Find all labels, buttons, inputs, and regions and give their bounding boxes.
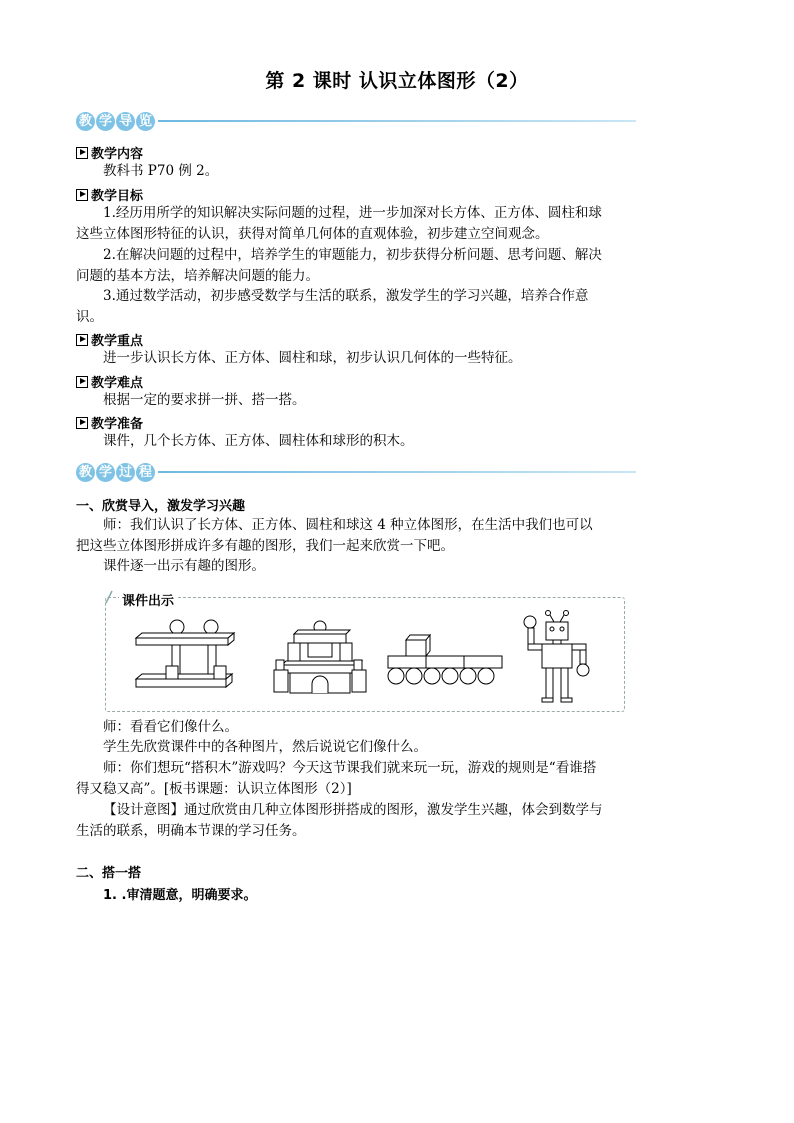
goal-2: 2.在解决问题的过程中，培养学生的审题能力，初步获得分析问题、思考问题、解决问题的基本方法，培养解决问题的能力。 xyxy=(76,247,602,284)
section-banner-guide xyxy=(76,110,156,132)
heading-text: 教学难点 xyxy=(91,376,144,391)
banner-char: 教 xyxy=(76,112,95,131)
section-2-heading: 二、搭一搭 xyxy=(76,866,142,881)
content-text: 教科书 P70 例 2。 xyxy=(103,163,219,179)
figure-label: 课件出示 xyxy=(119,590,177,609)
banner-rule xyxy=(158,120,636,122)
play-box-icon xyxy=(76,189,88,201)
heading-preparation xyxy=(76,413,143,432)
banner-char: 学 xyxy=(96,112,115,131)
heading-goals xyxy=(76,185,143,204)
heading-content xyxy=(76,143,143,162)
page-title: 第 2 课时 认识立体图形（2） xyxy=(265,70,529,92)
banner-char: 学 xyxy=(96,463,115,482)
section-1-paragraph-4: 学生先欣赏课件中的各种图片，然后说说它们像什么。 xyxy=(103,739,427,755)
section-1-paragraph-5: 师：你们想玩“搭积木”游戏吗？今天这节课我们就来玩一玩，游戏的规则是“看谁搭得又稳又高”。[板书课题：认识立体图形（2）] xyxy=(76,760,597,797)
banner-char: 教 xyxy=(76,463,95,482)
block-figure-train xyxy=(386,630,506,686)
heading-key-points xyxy=(76,330,143,349)
play-box-icon xyxy=(76,376,88,388)
key-text: 进一步认识长方体、正方体、圆柱和球，初步认识几何体的一些特征。 xyxy=(103,350,522,366)
pencil-mark-icon xyxy=(104,590,114,604)
section-1-heading: 一、欣赏导入，激发学习兴趣 xyxy=(76,499,246,514)
heading-text: 教学准备 xyxy=(91,417,144,432)
heading-text: 教学重点 xyxy=(91,334,144,349)
banner-char: 览 xyxy=(136,112,155,131)
section-1-paragraph-2: 课件逐一出示有趣的图形。 xyxy=(103,558,265,574)
block-figure-bridge xyxy=(130,618,242,694)
goal-3: 3.通过数学活动，初步感受数学与生活的联系，激发学生的学习兴趣，培养合作意识。 xyxy=(76,288,589,325)
difficulty-text: 根据一定的要求拼一拼、搭一搭。 xyxy=(103,392,306,408)
heading-text: 教学内容 xyxy=(91,147,144,162)
block-figure-castle xyxy=(268,618,370,696)
section-1-paragraph-3: 师：看看它们像什么。 xyxy=(103,719,238,735)
play-box-icon xyxy=(76,334,88,346)
heading-difficulty xyxy=(76,372,143,391)
banner-char: 导 xyxy=(116,112,135,131)
play-box-icon xyxy=(76,417,88,429)
play-box-icon xyxy=(76,147,88,159)
section-banner-process xyxy=(76,461,156,483)
design-intent: 【设计意图】通过欣赏由几种立体图形拼搭成的图形，激发学生兴趣，体会到数学与生活的联系，明确本节课的学习任务。 xyxy=(76,802,603,839)
goal-1: 1.经历用所学的知识解决实际问题的过程，进一步加深对长方体、正方体、圆柱和球这些立体图形特征的认识，获得对简单几何体的直观体验，初步建立空间观念。 xyxy=(76,205,602,242)
banner-char: 程 xyxy=(136,463,155,482)
prep-text: 课件，几个长方体、正方体、圆柱体和球形的积木。 xyxy=(103,433,414,449)
heading-text: 教学目标 xyxy=(91,189,144,204)
block-figure-robot xyxy=(522,610,600,704)
banner-rule xyxy=(158,471,636,473)
banner-char: 过 xyxy=(116,463,135,482)
section-2-subheading: 1. .审清题意，明确要求。 xyxy=(103,888,257,903)
section-1-paragraph-1: 师：我们认识了长方体、正方体、圆柱和球这 4 种立体图形，在生活中我们也可以把这些立体图形拼成许多有趣的图形，我们一起来欣赏一下吧。 xyxy=(76,517,593,554)
